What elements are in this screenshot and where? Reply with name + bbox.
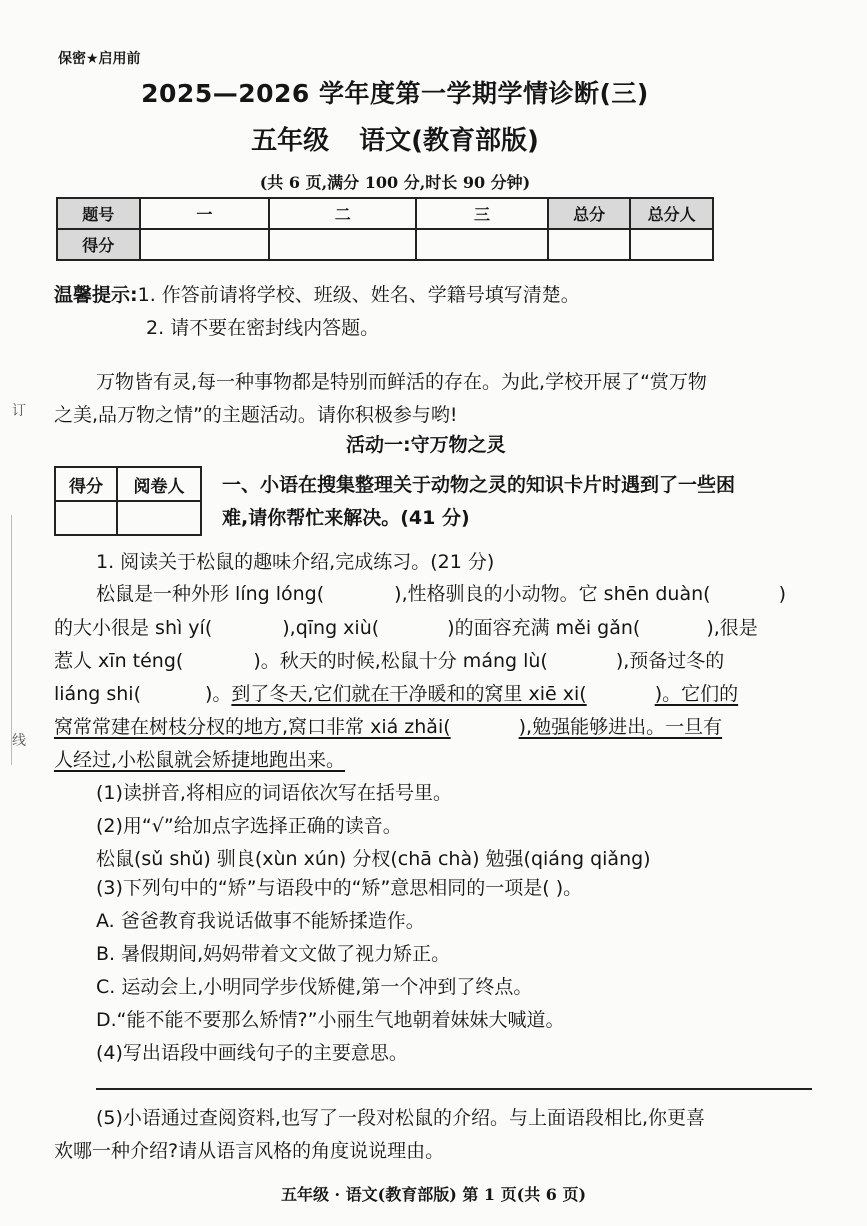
passage-text: 的大小很是 shì yí( <box>54 617 213 639</box>
passage-text: ),预备过冬的 <box>615 650 725 672</box>
passage-line-4 <box>54 679 738 706</box>
underlined-sentence: ),勉强能够进出。一旦有 <box>518 716 723 738</box>
score-table-cell: 总分 <box>548 198 631 229</box>
passage-text: )。秋天的时候,松鼠十分 máng lù( <box>253 650 548 672</box>
tip-1: 1. 作答前请将学校、班级、姓名、学籍号填写清楚。 <box>137 284 580 306</box>
sub-question-5-line-2: 欢哪一种介绍?请从语言风格的角度说说理由。 <box>54 1140 445 1162</box>
score-input-cell[interactable] <box>416 229 548 260</box>
page-footer: 五年级 · 语文(教育部版) 第 1 页(共 6 页) <box>280 1185 587 1204</box>
grader-table <box>54 466 202 536</box>
underlined-sentence: )。它们的 <box>654 683 739 705</box>
sub-question-5-line-1: (5)小语通过查阅资料,也写了一段对松鼠的介绍。与上面语段相比,你更喜 <box>96 1107 705 1129</box>
sub-question-1: (1)读拼音,将相应的词语依次写在括号里。 <box>96 782 452 804</box>
score-table-cell: 一 <box>140 198 270 229</box>
tips-label: 温馨提示: <box>54 284 138 306</box>
score-table-header-row <box>57 198 713 229</box>
intro-line-1: 万物皆有灵,每一种事物都是特别而鲜活的存在。为此,学校开展了“赏万物 <box>96 371 707 393</box>
subject-label: 语文(教育部版) <box>359 126 539 156</box>
sub-question-4: (4)写出语段中画线句子的主要意思。 <box>96 1042 408 1064</box>
passage-text: ),qīng xiù( <box>282 617 380 639</box>
intro-line-2: 之美,品万物之情”的主题活动。请你积极参与哟! <box>54 404 458 426</box>
exam-title: 2025—2026 学年度第一学期学情诊断(三) <box>141 79 649 108</box>
score-table-cell: 二 <box>269 198 416 229</box>
section1-line-1: 一、小语在搜集整理关于动物之灵的知识卡片时遇到了一些困 <box>222 474 736 496</box>
score-table <box>56 197 714 261</box>
binding-mark: 订 <box>12 403 26 419</box>
option-b: B. 暑假期间,妈妈带着文文做了视力矫正。 <box>96 943 451 965</box>
option-a: A. 爸爸教育我说话做事不能矫揉造作。 <box>96 910 425 932</box>
grader-reviewer-label: 阅卷人 <box>117 467 201 501</box>
passage-text: ),性格驯良的小动物。它 shēn duàn( <box>394 583 711 605</box>
grader-reviewer-cell[interactable] <box>117 501 201 535</box>
passage-text: )的面容充满 měi gǎn( <box>447 617 641 639</box>
sub-question-2: (2)用“√”给加点字选择正确的读音。 <box>96 815 402 837</box>
passage-text: liáng shi( <box>54 683 141 705</box>
sub-question-3: (3)下列句中的“矫”与语段中的“矫”意思相同的一项是( )。 <box>96 877 583 899</box>
score-input-cell[interactable] <box>269 229 416 260</box>
passage-line-5 <box>54 712 722 739</box>
score-input-cell[interactable] <box>548 229 631 260</box>
option-c: C. 运动会上,小明同学步伐矫健,第一个冲到了终点。 <box>96 976 533 998</box>
grade-label: 五年级 <box>251 126 330 156</box>
score-input-cell[interactable] <box>630 229 713 260</box>
q1-heading: 1. 阅读关于松鼠的趣味介绍,完成练习。(21 分) <box>96 551 495 573</box>
pinyin-choices: 松鼠(sǔ shǔ) 驯良(xùn xún) 分杈(chā chà) 勉强(qiáng qiǎng) <box>96 848 651 870</box>
underlined-sentence: 到了冬天,它们就在干净暖和的窝里 xiē xi( <box>231 683 587 705</box>
tip-2: 2. 请不要在密封线内答题。 <box>146 317 380 339</box>
passage-line-2 <box>54 613 758 640</box>
activity-title: 活动一:守万物之灵 <box>346 434 506 456</box>
tips-line-1 <box>54 280 580 307</box>
underlined-sentence: 人经过,小松鼠就会矫捷地跑出来。 <box>54 749 346 771</box>
score-table-score-row <box>57 229 713 260</box>
underlined-sentence: 窝常常建在树枝分杈的地方,窝口非常 xiá zhǎi( <box>54 716 451 738</box>
score-input-cell[interactable] <box>140 229 270 260</box>
passage-line-6 <box>54 745 345 772</box>
grader-score-cell[interactable] <box>55 501 117 535</box>
grader-score-label: 得分 <box>55 467 117 501</box>
exam-info: (共 6 页,满分 100 分,时长 90 分钟) <box>259 173 531 192</box>
section1-line-2: 难,请你帮忙来解决。(41 分) <box>222 507 470 529</box>
score-table-cell: 三 <box>416 198 548 229</box>
passage-text: 惹人 xīn téng( <box>54 650 184 672</box>
passage-line-3 <box>54 646 724 673</box>
score-table-cell: 得分 <box>57 229 140 260</box>
score-table-cell: 题号 <box>57 198 140 229</box>
confidential-label: 保密★启用前 <box>58 51 141 67</box>
passage-line-1 <box>96 579 786 606</box>
passage-text: 松鼠是一种外形 líng lóng( <box>96 583 325 605</box>
passage-text: ),很是 <box>706 617 758 639</box>
answer-line[interactable] <box>96 1088 812 1090</box>
passage-text: )。 <box>204 683 232 705</box>
binding-mark: 线 <box>12 733 26 749</box>
binding-line <box>11 515 12 765</box>
option-d: D.“能不能不要那么矫情?”小丽生气地朝着妹妹大喊道。 <box>96 1009 565 1031</box>
score-table-cell: 总分人 <box>630 198 713 229</box>
passage-text: ) <box>778 583 786 605</box>
grade-subject <box>0 120 790 157</box>
